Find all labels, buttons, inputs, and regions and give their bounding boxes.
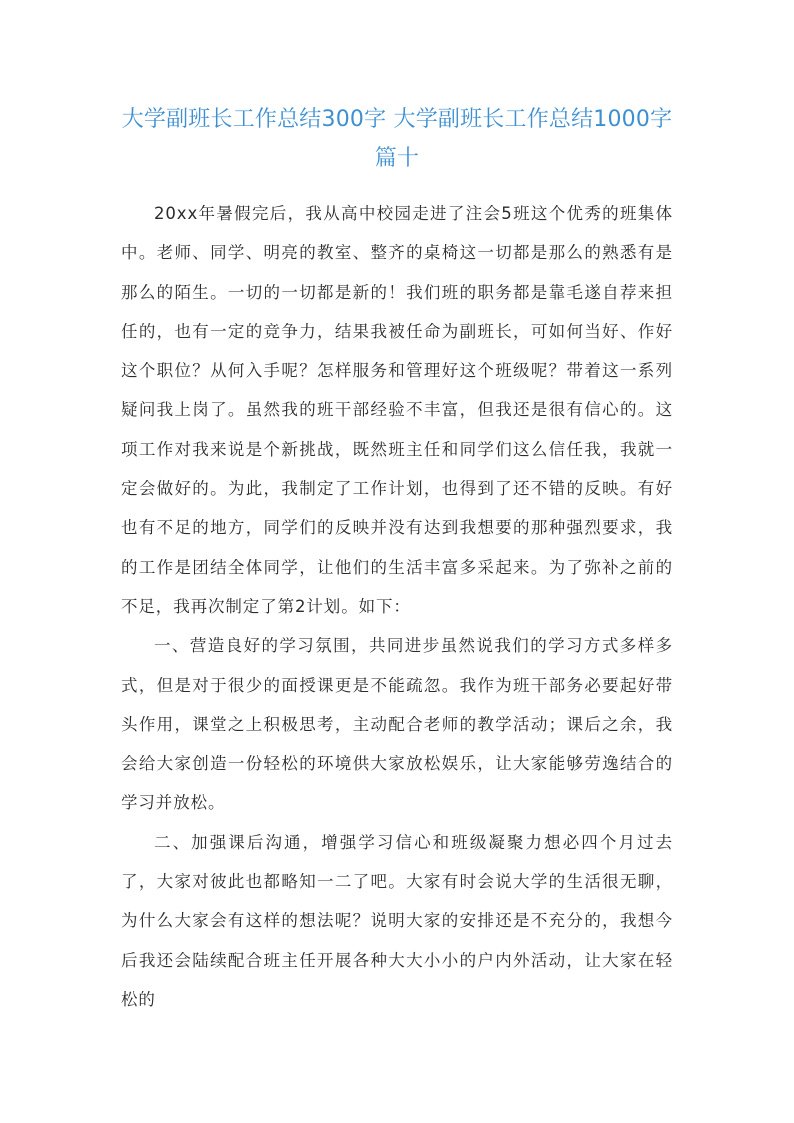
paragraph-point-one: 一、营造良好的学习氛围，共同进步虽然说我们的学习方式多样多式，但是对于很少的面授课更是不能疏忽。我作为班干部务必要起好带头作用，课堂之上积极思考，主动配合老师的教学活动；课后之余，我会给大家创造一份轻松的环境供大家放松娱乐，让大家能够劳逸结合的学习并放松。 [121, 636, 673, 813]
paragraph-point-two: 二、加强课后沟通，增强学习信心和班级凝聚力想必四个月过去了，大家对彼此也都略知一二了吧。大家有时会说大学的生活很无聊，为什么大家会有这样的想法呢？说明大家的安排还是不充分的，我想今后我还会陆续配合班主任开展各种大大小小的户内外活动，让大家在轻松的 [121, 832, 673, 1009]
document-title: 大学副班长工作总结300字 大学副班长工作总结1000字篇十 [121, 107, 673, 171]
paragraph-intro: 20xx年暑假完后，我从高中校园走进了注会5班这个优秀的班集体中。老师、同学、明亮的教室、整齐的桌椅这一切都是那么的熟悉有是那么的陌生。一切的一切都是新的！我们班的职务都是靠毛遂自荐来担任的，也有一定的竞争力，结果我被任命为副班长，可如何当好、作好这个职位？从何入手呢？怎样服务和管理好这个班级呢？带着这一系列疑问我上岗了。虽然我的班干部经验不丰富，但我还是很有信心的。这项工作对我来说是个新挑战，既然班主任和同学们这么信任我，我就一定会做好的。为此，我制定了工作计划，也得到了还不错的反映。有好也有不足的地方，同学们的反映并没有达到我想要的那种强烈要求，我的工作是团结全体同学，让他们的生活丰富多采起来。为了弥补之前的不足，我再次制定了第2计划。如下： [121, 204, 673, 616]
